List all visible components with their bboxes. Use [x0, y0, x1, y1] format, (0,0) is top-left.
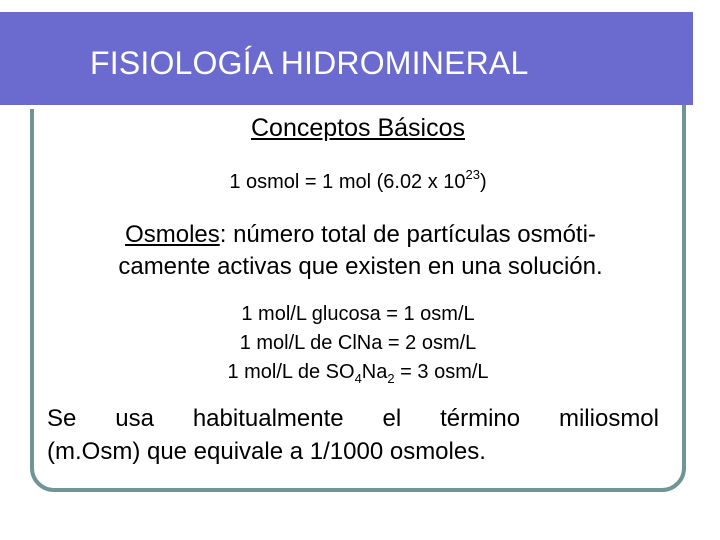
- definition-line2: camente activas que existen en una solución.: [118, 253, 603, 280]
- example3-prefix: 1 mol/L de SO: [227, 361, 355, 383]
- osmoles-term: Osmoles: [125, 221, 220, 248]
- header-divider: [0, 105, 638, 109]
- examples-list: [0, 300, 716, 387]
- osmol-close: ): [480, 171, 487, 193]
- definition-line1: : número total de partículas osmóti-: [219, 221, 596, 248]
- example3-sub2: 2: [387, 371, 395, 386]
- example3-sub1: 4: [354, 371, 362, 386]
- osmol-definition-line: [0, 167, 716, 194]
- example3-mid: Na: [361, 361, 388, 383]
- osmol-text: 1 osmol = 1 mol (6.02 x 10: [229, 171, 466, 193]
- example-so4na2: [0, 358, 716, 387]
- example-clna: 1 mol/L de ClNa = 2 osm/L: [239, 332, 477, 354]
- miliosmol-note: [47, 402, 659, 468]
- slide-title: FISIOLOGÍA HIDROMINERAL: [90, 45, 529, 81]
- note-line2: (m.Osm) que equivale a 1/1000 osmoles.: [47, 438, 486, 465]
- header-bar: [0, 12, 693, 105]
- section-subtitle: Conceptos Básicos: [250, 114, 465, 142]
- example-glucosa: 1 mol/L glucosa = 1 osm/L: [241, 303, 475, 325]
- note-line1: Se usa habitualmente el término miliosmol: [47, 405, 659, 432]
- osmoles-definition: [38, 219, 683, 283]
- osmol-exponent: 23: [465, 167, 481, 182]
- example3-suffix: = 3 osm/L: [394, 361, 489, 383]
